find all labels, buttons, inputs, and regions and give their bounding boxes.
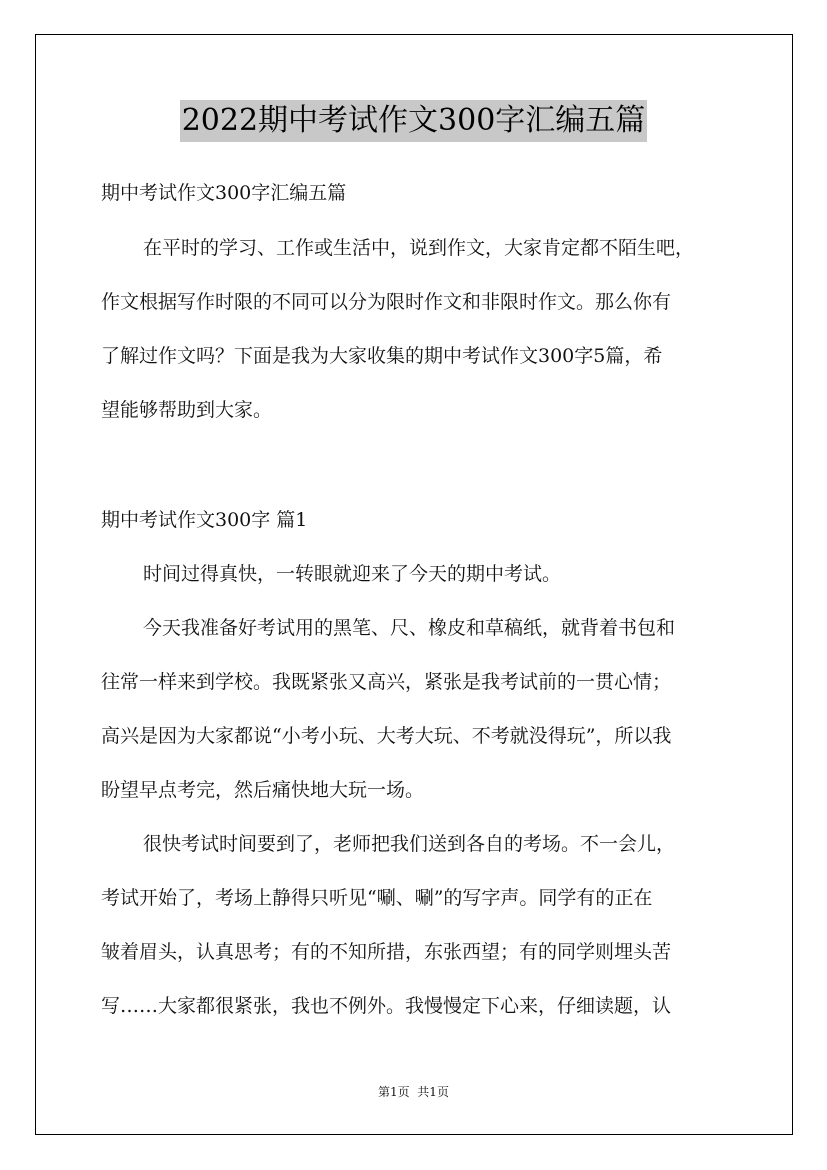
paragraph-line: 在平时的学习、工作或生活中，说到作文，大家肯定都不陌生吧， xyxy=(143,237,695,259)
paragraph-line: 很快考试时间要到了，老师把我们送到各自的考场。不一会儿， xyxy=(143,833,676,855)
section-heading: 期中考试作文300字 篇1 xyxy=(101,509,308,531)
paragraph-line: 高兴是因为大家都说“小考小玩、大考大玩、不考就没得玩”，所以我 xyxy=(101,725,672,747)
paragraph-line: 往常一样来到学校。我既紧张又高兴，紧张是我考试前的一贯心情； xyxy=(101,671,672,693)
page-footer xyxy=(0,1084,827,1100)
paragraph-line: 写……大家都很紧张，我也不例外。我慢慢定下心来，仔细读题，认 xyxy=(101,995,672,1017)
paragraph-line: 盼望早点考完，然后痛快地大玩一场。 xyxy=(101,779,425,801)
document-title-text: 2022期中考试作文300字汇编五篇 xyxy=(180,100,648,142)
paragraph-line: 考试开始了，考场上静得只听见“唰、唰”的写字声。同学有的正在 xyxy=(101,887,653,909)
paragraph-line: 今天我准备好考试用的黑笔、尺、橡皮和草稿纸，就背着书包和 xyxy=(143,617,676,639)
paragraph-line: 作文根据写作时限的不同可以分为限时作文和非限时作文。那么你有 xyxy=(101,291,672,313)
paragraph-line: 皱着眉头，认真思考；有的不知所措，东张西望；有的同学则埋头苦 xyxy=(101,941,672,963)
subtitle-line: 期中考试作文300字汇编五篇 xyxy=(101,182,347,204)
paragraph-line: 时间过得真快，一转眼就迎来了今天的期中考试。 xyxy=(143,563,562,585)
paragraph-line: 了解过作文吗？下面是我为大家收集的期中考试作文300字5篇，希 xyxy=(101,345,663,367)
page-number-label: 第1页 共1页 xyxy=(378,1085,449,1099)
document-title xyxy=(0,100,827,144)
paragraph-line: 望能够帮助到大家。 xyxy=(101,399,273,421)
